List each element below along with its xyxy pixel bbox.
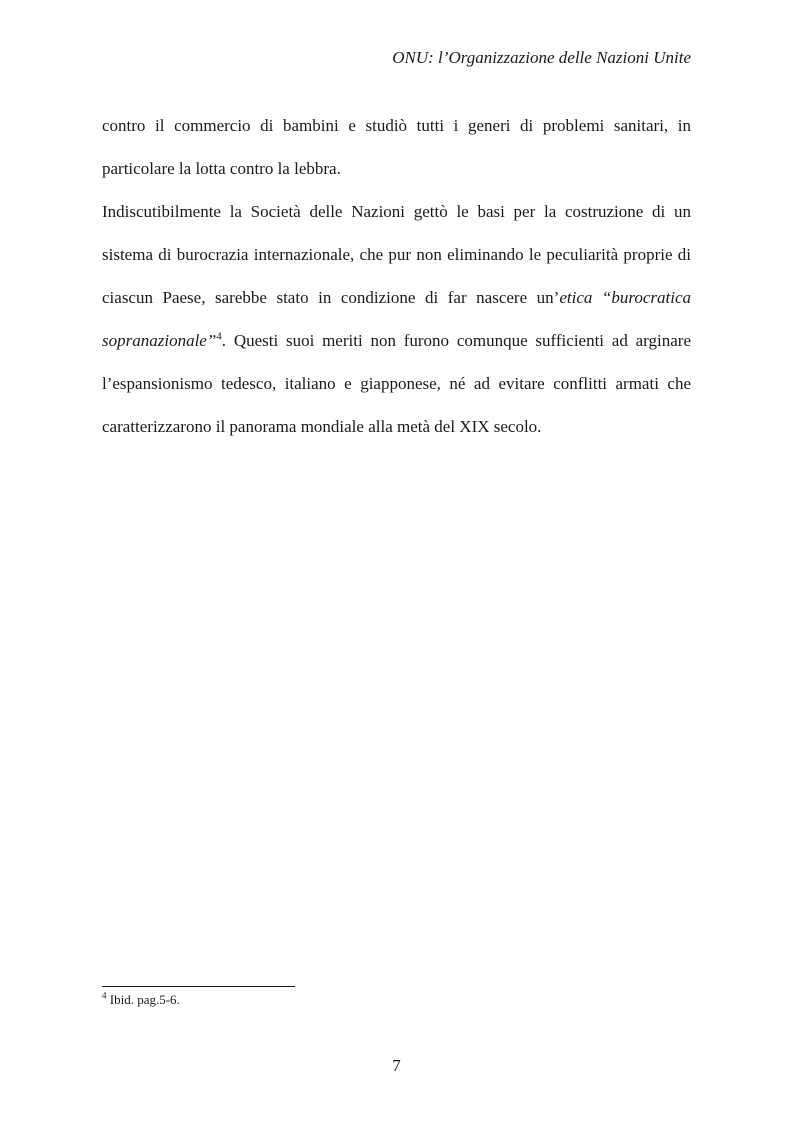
paragraph-2-continuation: . Questi suoi meriti non furono comunque sufficienti ad arginare l’espansionismo tedesco, italiano e giapponese, né ad evitare conflitti armati che caratterizzarono il panorama mondiale alla metà del XIX secolo.: [102, 331, 691, 436]
paragraph-2-text: Indiscutibilmente la Società delle Nazioni gettò le basi per la costruzione di un sistema di burocrazia internazionale, che pur non eliminando le peculiarità proprie di ciascun Paese, sarebbe stato in condizione di far nascere un’: [102, 202, 691, 307]
footnote: [102, 992, 180, 1008]
body-text: [102, 104, 691, 448]
running-header: ONU: l’Organizzazione delle Nazioni Unite: [392, 48, 691, 67]
paragraph-2: [102, 190, 691, 448]
page-number: 7: [392, 1056, 401, 1075]
paragraph-1: contro il commercio di bambini e studiò tutti i generi di problemi sanitari, in particolare la lotta contro la lebbra.: [102, 116, 691, 178]
footnote-text: Ibid. pag.5-6.: [106, 992, 180, 1007]
footnote-marker: 4: [102, 990, 107, 1001]
paragraph-2-italic: etica “burocratica sopranazionale”: [102, 288, 691, 350]
footnote-reference[interactable]: 4: [216, 330, 222, 343]
footnote-divider: [102, 986, 295, 987]
